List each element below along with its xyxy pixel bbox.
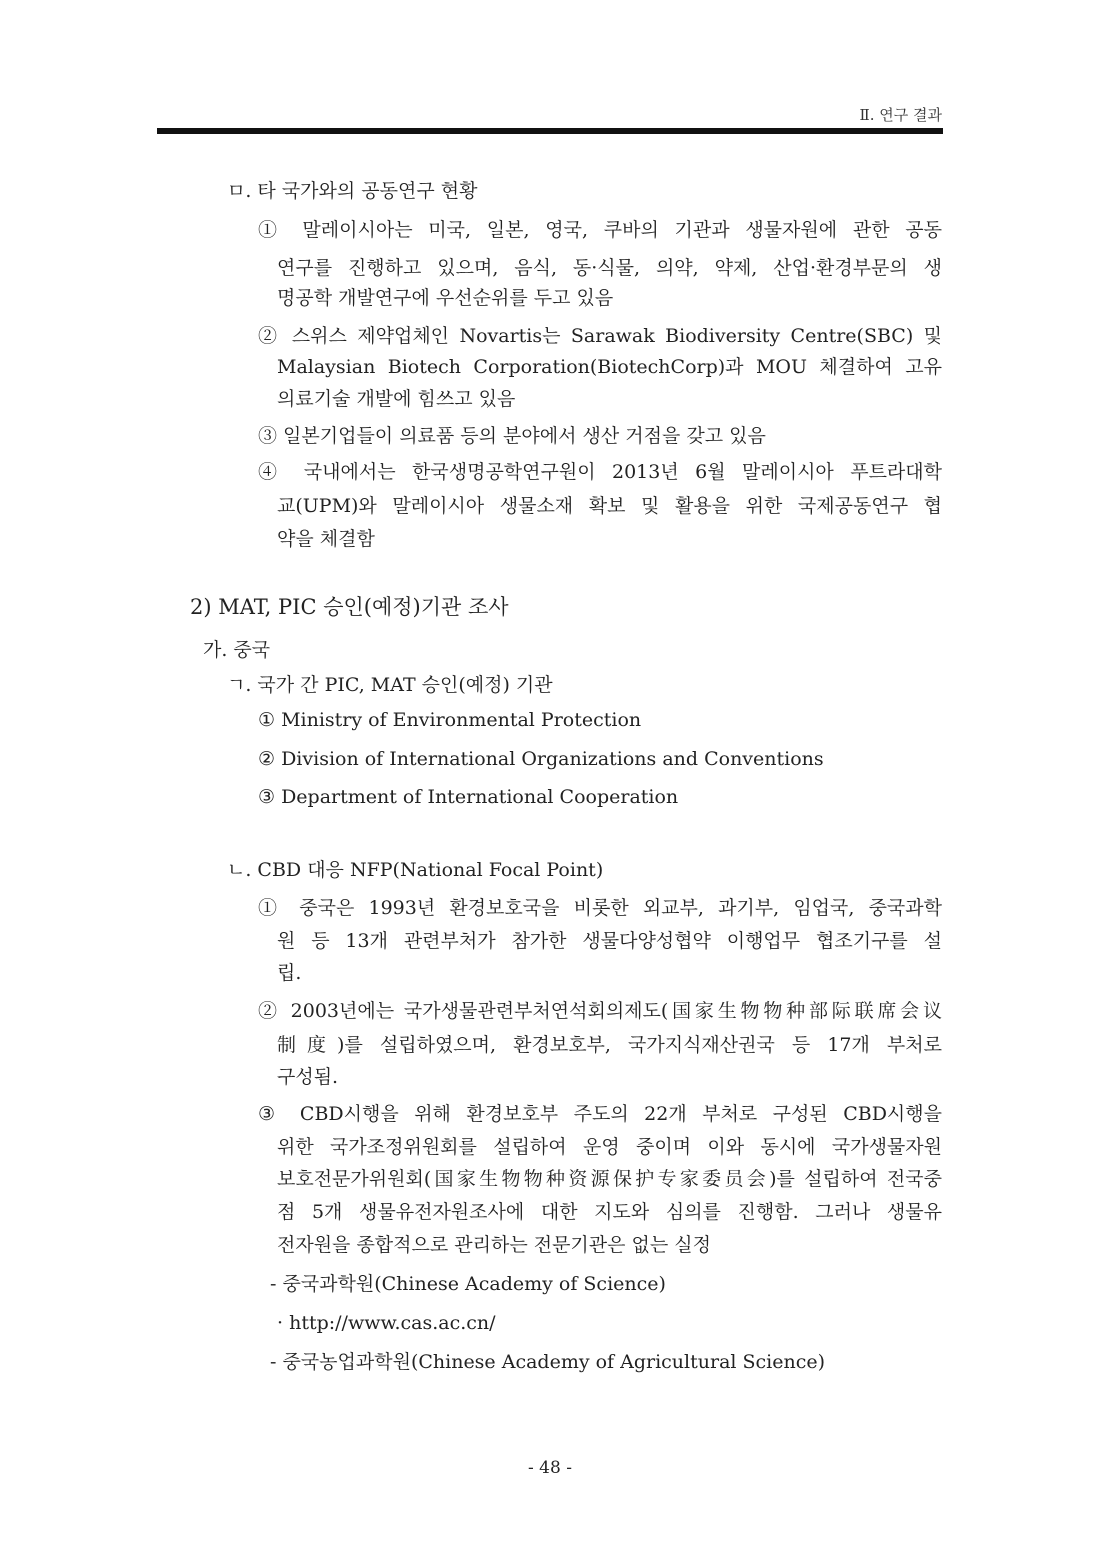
- paragraph-line: ② 2003년에는 국가생물관련부처연석회의제도(国家生物物种部际联席会议: [258, 1000, 942, 1022]
- paragraph-line: Malaysian Biotech Corporation(BiotechCorp)과 MOU 체결하여 고유: [277, 356, 942, 378]
- section-heading-mat-pic: 2) MAT, PIC 승인(예정)기관 조사: [190, 595, 509, 619]
- paragraph-line: ③ 일본기업들이 의료품 등의 분야에서 생산 거점을 갖고 있음: [258, 425, 766, 447]
- list-item: ② Division of International Organizations and Conventions: [258, 748, 824, 770]
- subsection-heading-china: 가. 중국: [203, 639, 271, 661]
- header-rule: [157, 128, 943, 134]
- paragraph-line: 명공학 개발연구에 우선순위를 두고 있음: [277, 287, 614, 309]
- list-item-dash: - 중국과학원(Chinese Academy of Science): [270, 1273, 666, 1295]
- list-item: ① Ministry of Environmental Protection: [258, 709, 642, 731]
- paragraph-line: 립.: [277, 962, 302, 984]
- subheading-cbd-nfp: ㄴ. CBD 대응 NFP(National Focal Point): [227, 859, 604, 881]
- paragraph-line: ③ CBD시행을 위해 환경보호부 주도의 22개 부처로 구성된 CBD시행을: [258, 1103, 942, 1125]
- paragraph-line: ④ 국내에서는 한국생명공학연구원이 2013년 6월 말레이시아 푸트라대학: [258, 461, 942, 483]
- paragraph-line: 위한 국가조정위원회를 설립하여 운영 중이며 이와 동시에 국가생물자원: [277, 1136, 942, 1158]
- page-number: - 48 -: [528, 1458, 572, 1478]
- paragraph-line: 전자원을 종합적으로 관리하는 전문기관은 없는 실정: [277, 1234, 711, 1256]
- paragraph-line: 의료기술 개발에 힘쓰고 있음: [277, 388, 516, 410]
- paragraph-line: 연구를 진행하고 있으며, 음식, 동·식물, 의약, 약제, 산업·환경부문의 생: [277, 257, 942, 279]
- paragraph-line: 制度)를 설립하였으며, 환경보호부, 국가지식재산권국 등 17개 부처로: [277, 1034, 942, 1056]
- paragraph-line: 구성됨.: [277, 1066, 339, 1088]
- paragraph-line: 교(UPM)와 말레이시아 생물소재 확보 및 활용을 위한 국제공동연구 협: [277, 495, 942, 517]
- paragraph-line: 보호전문가위원회(国家生物物种资源保护专家委员会)를 설립하여 전국중: [277, 1168, 942, 1190]
- url-link[interactable]: · http://www.cas.ac.cn/: [277, 1312, 496, 1334]
- paragraph-line: ② 스위스 제약업체인 Novartis는 Sarawak Biodiversity Centre(SBC) 및: [258, 325, 942, 347]
- paragraph-line: 원 등 13개 관련부처가 참가한 생물다양성협약 이행업무 협조기구를 설: [277, 930, 942, 952]
- list-item-dash: - 중국농업과학원(Chinese Academy of Agricultural Science): [270, 1351, 826, 1373]
- section-heading-collab: ㅁ. 타 국가와의 공동연구 현황: [227, 180, 478, 202]
- list-item: ③ Department of International Cooperation: [258, 786, 679, 808]
- paragraph-line: 약을 체결함: [277, 528, 375, 550]
- paragraph-line: ① 말레이시아는 미국, 일본, 영국, 쿠바의 기관과 생물자원에 관한 공동: [258, 219, 942, 241]
- running-header: Ⅱ. 연구 결과: [859, 106, 942, 124]
- subheading-approval-agencies: ㄱ. 국가 간 PIC, MAT 승인(예정) 기관: [227, 674, 553, 696]
- paragraph-line: ① 중국은 1993년 환경보호국을 비롯한 외교부, 과기부, 임업국, 중국과학: [258, 897, 942, 919]
- paragraph-line: 점 5개 생물유전자원조사에 대한 지도와 심의를 진행함. 그러나 생물유: [277, 1201, 942, 1223]
